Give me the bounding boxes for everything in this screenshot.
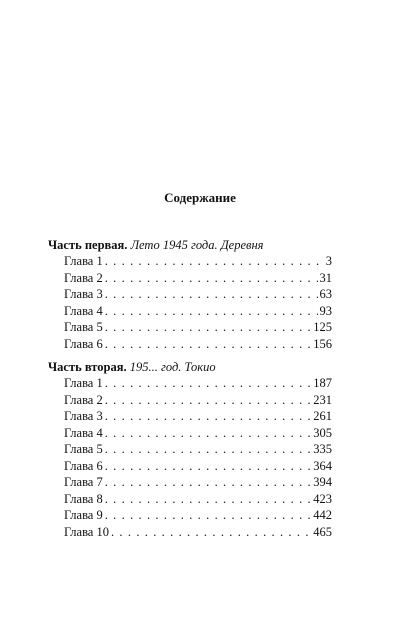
page-number: 335 [313,442,332,456]
dot-leader [105,286,318,303]
page-number: 187 [313,376,332,390]
part-subtitle: Лето 1945 года. Деревня [130,238,264,252]
toc-entry [48,286,332,303]
toc-entry [48,336,332,353]
dot-leader [105,458,312,475]
part-heading [48,359,332,375]
chapter-label: Глава 6 [64,458,103,473]
toc-entry [48,253,332,270]
toc-entry [48,425,332,442]
toc-entry [48,507,332,524]
part-label: Часть вторая. [48,360,127,374]
dot-leader [105,491,312,508]
part-heading [48,237,332,253]
dot-leader [105,408,312,425]
chapter-label: Глава 3 [64,409,103,423]
dot-leader [105,474,312,491]
page-number: 423 [313,491,332,506]
chapter-label: Глава 1 [64,254,103,268]
chapter-label: Глава 2 [64,392,103,407]
toc-entry [48,474,332,491]
toc-part-one [48,237,332,352]
chapter-label: Глава 4 [64,425,103,440]
chapter-label: Глава 5 [64,442,103,456]
toc-entry [48,319,332,336]
toc-entry [48,458,332,475]
chapter-label: Глава 2 [64,270,103,285]
page-number: 394 [313,475,332,489]
dot-leader [105,507,312,524]
toc-title: Содержание [164,190,236,205]
chapter-label: Глава 9 [64,508,103,522]
chapter-label: Глава 5 [64,320,103,334]
page-number: 31 [319,270,332,285]
dot-leader [105,392,312,409]
chapter-label: Глава 3 [64,287,103,301]
toc-entry [48,408,332,425]
page-number: 261 [313,409,332,423]
page-number: 63 [319,287,332,301]
chapter-label: Глава 6 [64,336,103,351]
chapter-label: Глава 8 [64,491,103,506]
toc-entry [48,270,332,287]
dot-leader [111,524,311,541]
toc-entry [48,441,332,458]
dot-leader [105,303,318,320]
page-number: 465 [313,524,332,539]
chapter-label: Глава 10 [64,524,109,539]
dot-leader [105,270,318,287]
part-label: Часть первая. [48,238,128,252]
chapter-label: Глава 1 [64,376,103,390]
dot-leader [105,375,312,392]
chapter-list [48,253,332,352]
part-subtitle: 195... год. Токио [129,360,216,374]
toc-part-two [48,359,332,540]
dot-leader [105,441,312,458]
toc-entry [48,392,332,409]
chapter-list [48,375,332,540]
toc-entry [48,491,332,508]
chapter-label: Глава 4 [64,303,103,318]
toc-entry [48,375,332,392]
dot-leader [105,425,312,442]
page-number: 305 [313,425,332,440]
toc-entry [48,524,332,541]
toc-entry [48,303,332,320]
page-number: 156 [313,336,332,351]
page-number: 442 [313,508,332,522]
dot-leader [105,253,324,270]
page-number: 93 [319,303,332,318]
page-number: 125 [313,320,332,334]
page-number: 3 [325,254,332,268]
dot-leader [105,336,312,353]
dot-leader [105,319,312,336]
page-number: 231 [313,392,332,407]
chapter-label: Глава 7 [64,475,103,489]
page-number: 364 [313,458,332,473]
